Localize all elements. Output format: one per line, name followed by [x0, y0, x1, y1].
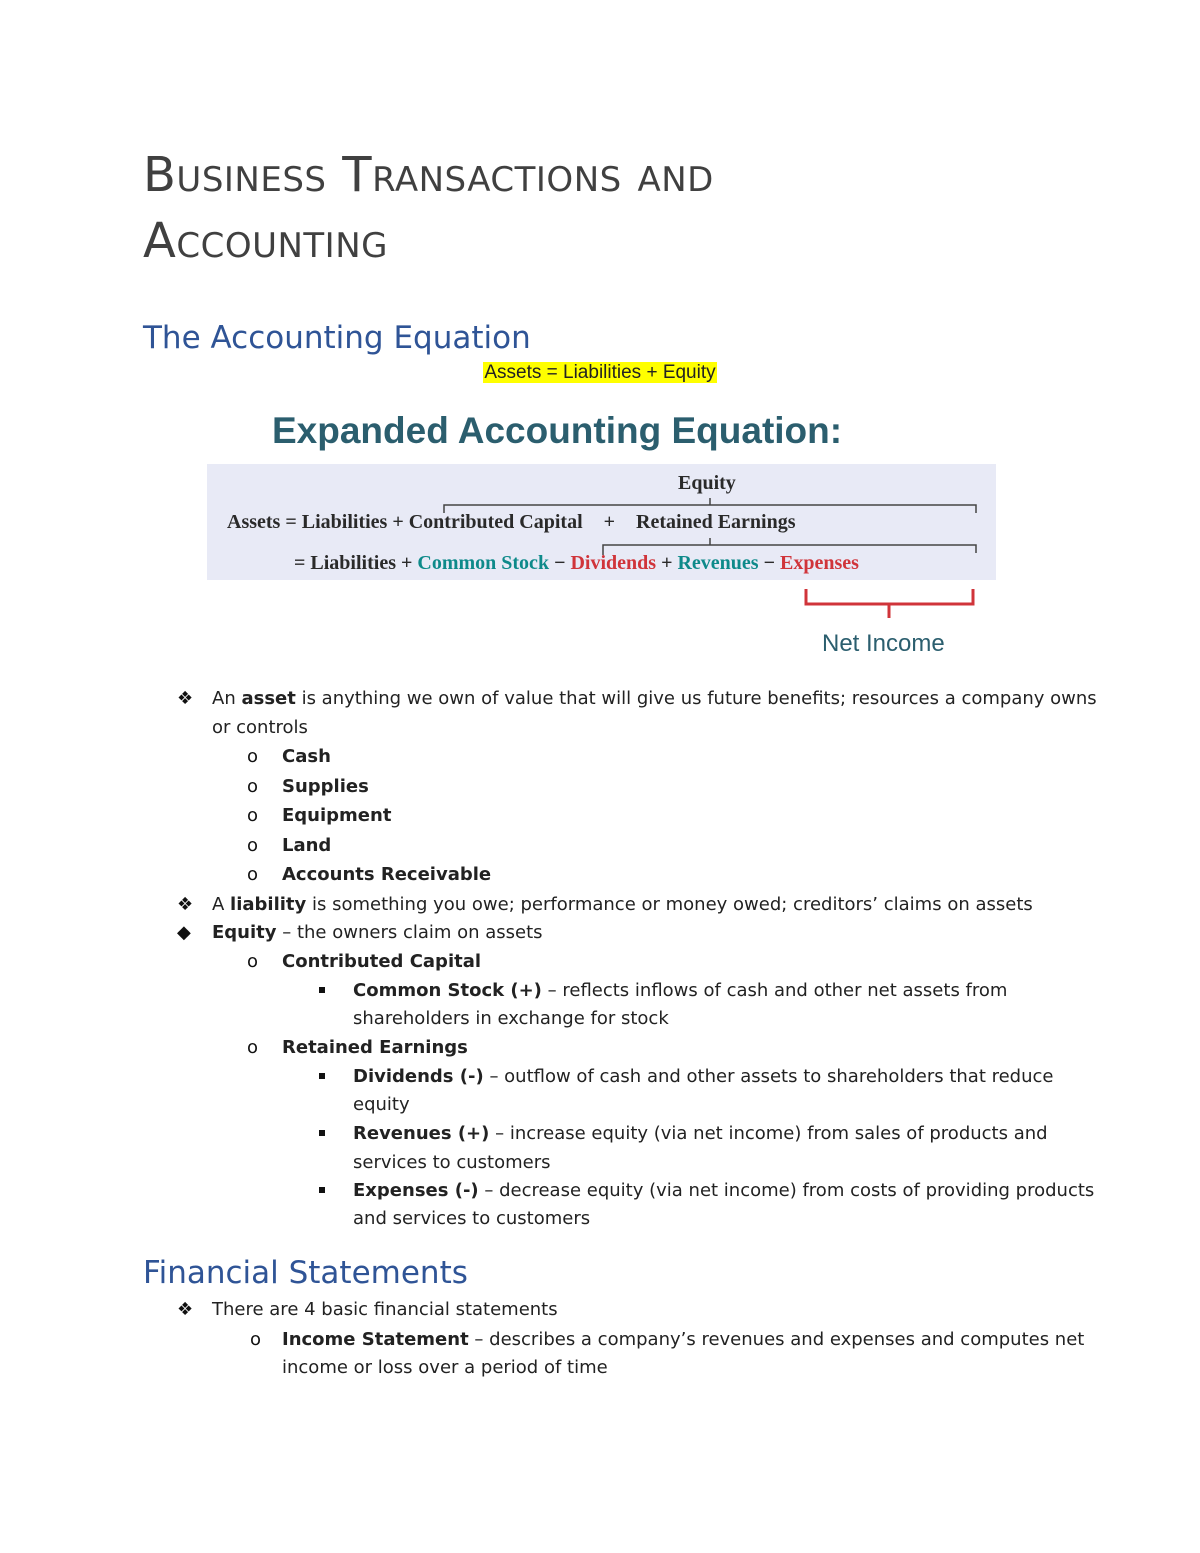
heading-financial-statements: Financial Statements — [143, 1255, 468, 1291]
net-income-bracket — [806, 589, 973, 618]
liability-term: liability — [230, 894, 307, 915]
dividends-desc: – outflow of cash and other assets to shareholders that reduce — [483, 1066, 1054, 1087]
square-bullet-icon — [319, 1187, 325, 1193]
star-bullet-icon: ❖ — [177, 688, 194, 709]
fig-expenses: Expenses — [779, 552, 859, 574]
title-line-1: Business Transactions and — [143, 147, 714, 203]
liability-pre: A — [212, 894, 231, 915]
expenses-item — [353, 1177, 1094, 1205]
fig-plus-1: + — [392, 511, 404, 533]
fig-retained-earnings: Retained Earnings — [636, 511, 796, 533]
circle-bullet-icon: o — [247, 1037, 259, 1058]
expenses-cont: and services to customers — [353, 1208, 591, 1229]
figure-title: Expanded Accounting Equation: — [272, 410, 843, 451]
figure-net-income-label: Net Income — [822, 630, 945, 657]
revenues-item — [353, 1120, 1048, 1148]
revenues-desc: – increase equity (via net income) from sales of products and — [489, 1123, 1048, 1144]
common-stock-item — [353, 977, 1007, 1005]
revenues-term: Revenues (+) — [353, 1123, 490, 1144]
fig-equals-1: = — [285, 511, 297, 533]
fig-assets: Assets — [227, 511, 281, 533]
retained-earnings-bracket — [603, 538, 976, 555]
asset-pre: An — [212, 688, 242, 709]
asset-example-land: Land — [282, 835, 332, 856]
fig-plus-2: + — [603, 511, 616, 533]
income-statement-term: Income Statement — [282, 1329, 469, 1350]
revenues-cont: services to customers — [353, 1152, 551, 1173]
circle-bullet-icon: o — [247, 776, 259, 797]
income-statement-cont: income or loss over a period of time — [282, 1357, 608, 1378]
asset-example-accounts-receivable: Accounts Receivable — [282, 864, 492, 885]
heading-accounting-equation: The Accounting Equation — [143, 320, 531, 356]
asset-example-cash: Cash — [282, 746, 331, 767]
circle-bullet-icon: o — [247, 805, 259, 826]
asset-definition-cont: or controls — [212, 717, 308, 738]
common-stock-cont: shareholders in exchange for stock — [353, 1008, 669, 1029]
financial-statements-intro: There are 4 basic financial statements — [212, 1299, 558, 1320]
fig-liabilities-1: Liabilities — [301, 511, 388, 533]
asset-example-supplies: Supplies — [282, 776, 369, 797]
fig-revenues: Revenues — [677, 552, 759, 574]
asset-term: asset — [241, 688, 296, 709]
asset-post: is anything we own of value that will give us future benefits; resources a company owns — [295, 688, 1097, 709]
circle-bullet-icon: o — [247, 746, 259, 767]
figure-brackets — [0, 0, 1200, 680]
fig-common-stock: Common Stock — [417, 552, 550, 574]
equation-text: Assets = Liabilities + Equity — [484, 362, 716, 383]
fig-liabilities-2: Liabilities — [310, 552, 396, 574]
square-bullet-icon — [319, 1130, 325, 1136]
dividends-cont: equity — [353, 1094, 410, 1115]
income-statement-desc: – describes a company’s revenues and expenses and computes net — [468, 1329, 1085, 1350]
figure-equity-label: Equity — [678, 472, 736, 494]
common-stock-term: Common Stock (+) — [353, 980, 542, 1001]
common-stock-desc: – reflects inflows of cash and other net assets from — [541, 980, 1008, 1001]
fig-minus-1: − — [554, 552, 566, 574]
liability-post: is something you owe; performance or money owed; creditors’ claims on assets — [306, 894, 1033, 915]
square-bullet-icon — [319, 1073, 325, 1079]
diamond-bullet-icon: ◆ — [177, 922, 191, 943]
asset-example-equipment: Equipment — [282, 805, 392, 826]
contributed-capital-item: Contributed Capital — [282, 951, 482, 972]
square-bullet-icon — [319, 987, 325, 993]
fig-plus-3: + — [400, 552, 413, 574]
liability-definition — [212, 891, 1033, 919]
title-line-2: Accounting — [143, 213, 388, 269]
fig-contributed-capital: Contributed Capital — [408, 511, 583, 533]
star-bullet-icon: ❖ — [177, 894, 194, 915]
asset-definition — [212, 685, 1097, 713]
retained-earnings-item: Retained Earnings — [282, 1037, 468, 1058]
dividends-term: Dividends (-) — [353, 1066, 484, 1087]
fig-minus-2: − — [763, 552, 775, 574]
dividends-item — [353, 1063, 1054, 1091]
equity-post: – the owners claim on assets — [276, 922, 543, 943]
star-bullet-icon: ❖ — [177, 1299, 194, 1320]
income-statement-item — [282, 1326, 1084, 1354]
expenses-term: Expenses (-) — [353, 1180, 479, 1201]
fig-dividends: Dividends — [570, 552, 657, 574]
expenses-desc: – decrease equity (via net income) from costs of providing products — [478, 1180, 1095, 1201]
circle-bullet-icon: o — [250, 1329, 262, 1350]
equity-term: Equity — [212, 922, 277, 943]
fig-plus-4: + — [661, 552, 673, 574]
fig-equals-2: = — [294, 552, 306, 574]
circle-bullet-icon: o — [247, 951, 259, 972]
circle-bullet-icon: o — [247, 835, 259, 856]
circle-bullet-icon: o — [247, 864, 259, 885]
equity-definition — [212, 919, 543, 947]
equity-bracket — [444, 498, 976, 513]
